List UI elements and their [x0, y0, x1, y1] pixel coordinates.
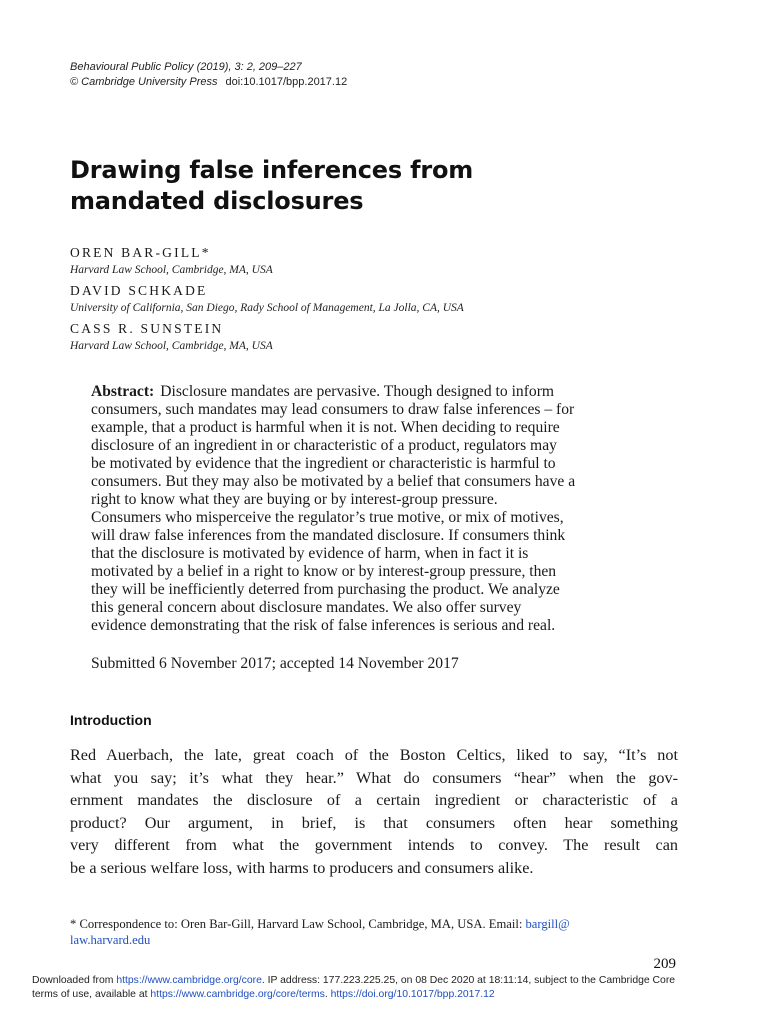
journal-header [70, 60, 347, 90]
body-line: ernment mandates the disclosure of a certain ingredient or characteristic of a [70, 791, 678, 809]
terms-link[interactable]: https://www.cambridge.org/core/terms [150, 989, 325, 1000]
body-line: very different from what the government intends to convey. The result can [70, 836, 678, 854]
correspondence-footnote [70, 916, 682, 948]
submission-dates: Submitted 6 November 2017; accepted 14 November 2017 [91, 655, 459, 672]
section-heading-introduction: Introduction [70, 712, 152, 728]
abstract-line: Abstract: Disclosure mandates are pervasive. Though designed to inform [91, 383, 555, 400]
author-affiliation: Harvard Law School, Cambridge, MA, USA [70, 340, 273, 352]
page-number: 209 [653, 956, 676, 972]
email-link-continued[interactable]: law.harvard.edu [70, 933, 151, 947]
title-line-2: mandated disclosures [70, 187, 364, 215]
author-name: OREN BAR-GILL* [70, 245, 211, 260]
abstract-label: Abstract: [91, 383, 155, 400]
journal-publisher: © Cambridge University Press [70, 76, 218, 88]
article-title [70, 155, 670, 217]
abstract-line: consumers. But they may also be motivated by a belief that consumers have a [91, 473, 576, 490]
journal-citation: Behavioural Public Policy (2019), 3: 2, 209–227 [70, 61, 302, 73]
abstract-line: that the disclosure is motivated by evidence of harm, when in fact it is [91, 545, 529, 562]
body-line: be a serious welfare loss, with harms to producers and consumers alike. [70, 858, 534, 877]
abstract-line: evidence demonstrating that the risk of false inferences is serious and real. [91, 617, 556, 634]
author-name: CASS R. SUNSTEIN [70, 321, 224, 336]
body-line: Red Auerbach, the late, great coach of the Boston Celtics, liked to say, “It’s not [70, 746, 678, 764]
abstract-line: disclosure of an ingredient in or characteristic of a product, regulators may [91, 437, 557, 454]
footnote-text: * Correspondence to: Oren Bar-Gill, Harvard Law School, Cambridge, MA, USA. Email: [70, 917, 526, 931]
title-line-1: Drawing false inferences from [70, 156, 474, 184]
abstract-line: motivated by a belief in a right to know or by interest-group pressure, then [91, 563, 557, 580]
download-line-1: Downloaded from https://www.cambridge.org/core. IP address: 177.223.225.25, on 08 Dec 2020 at 18:11:14, subject to the Cambridge Core [32, 975, 676, 986]
author-affiliation: Harvard Law School, Cambridge, MA, USA [70, 264, 273, 276]
abstract [91, 383, 671, 635]
download-notice [32, 974, 742, 1002]
introduction-paragraph [70, 744, 678, 879]
journal-doi: doi:10.1017/bpp.2017.12 [225, 76, 348, 88]
email-link[interactable]: bargill@ [525, 917, 570, 931]
abstract-line: right to know what they are buying or by interest-group pressure. [91, 491, 498, 508]
abstract-line: will draw false inferences from the mandated disclosure. If consumers think [91, 527, 566, 544]
download-line-2: terms of use, available at https://www.cambridge.org/core/terms. https://doi.org/10.1017/bpp.2017.12 [32, 989, 495, 1000]
abstract-line: example, that a product is harmful when it is not. When deciding to require [91, 419, 560, 436]
author-affiliation: University of California, San Diego, Rady School of Management, La Jolla, CA, USA [70, 302, 464, 314]
abstract-line: consumers, such mandates may lead consumers to draw false inferences – for [91, 401, 575, 418]
abstract-line: be motivated by evidence that the ingredient or characteristic is harmful to [91, 455, 556, 472]
doi-link[interactable]: https://doi.org/10.1017/bpp.2017.12 [330, 989, 495, 1000]
abstract-line: Consumers who misperceive the regulator’s true motive, or mix of motives, [91, 509, 564, 526]
cambridge-core-link[interactable]: https://www.cambridge.org/core [116, 975, 262, 986]
author-list [70, 244, 710, 358]
body-line: product? Our argument, in brief, is that consumers often hear something [70, 813, 678, 832]
abstract-line: this general concern about disclosure mandates. We also offer survey [91, 599, 522, 616]
author-name: DAVID SCHKADE [70, 283, 208, 298]
journal-publisher-line [70, 75, 347, 90]
abstract-line: they will be inefficiently deterred from purchasing the product. We analyze [91, 581, 560, 598]
body-line: what you say; it’s what they hear.” What do consumers “hear” when the gov- [70, 768, 678, 787]
